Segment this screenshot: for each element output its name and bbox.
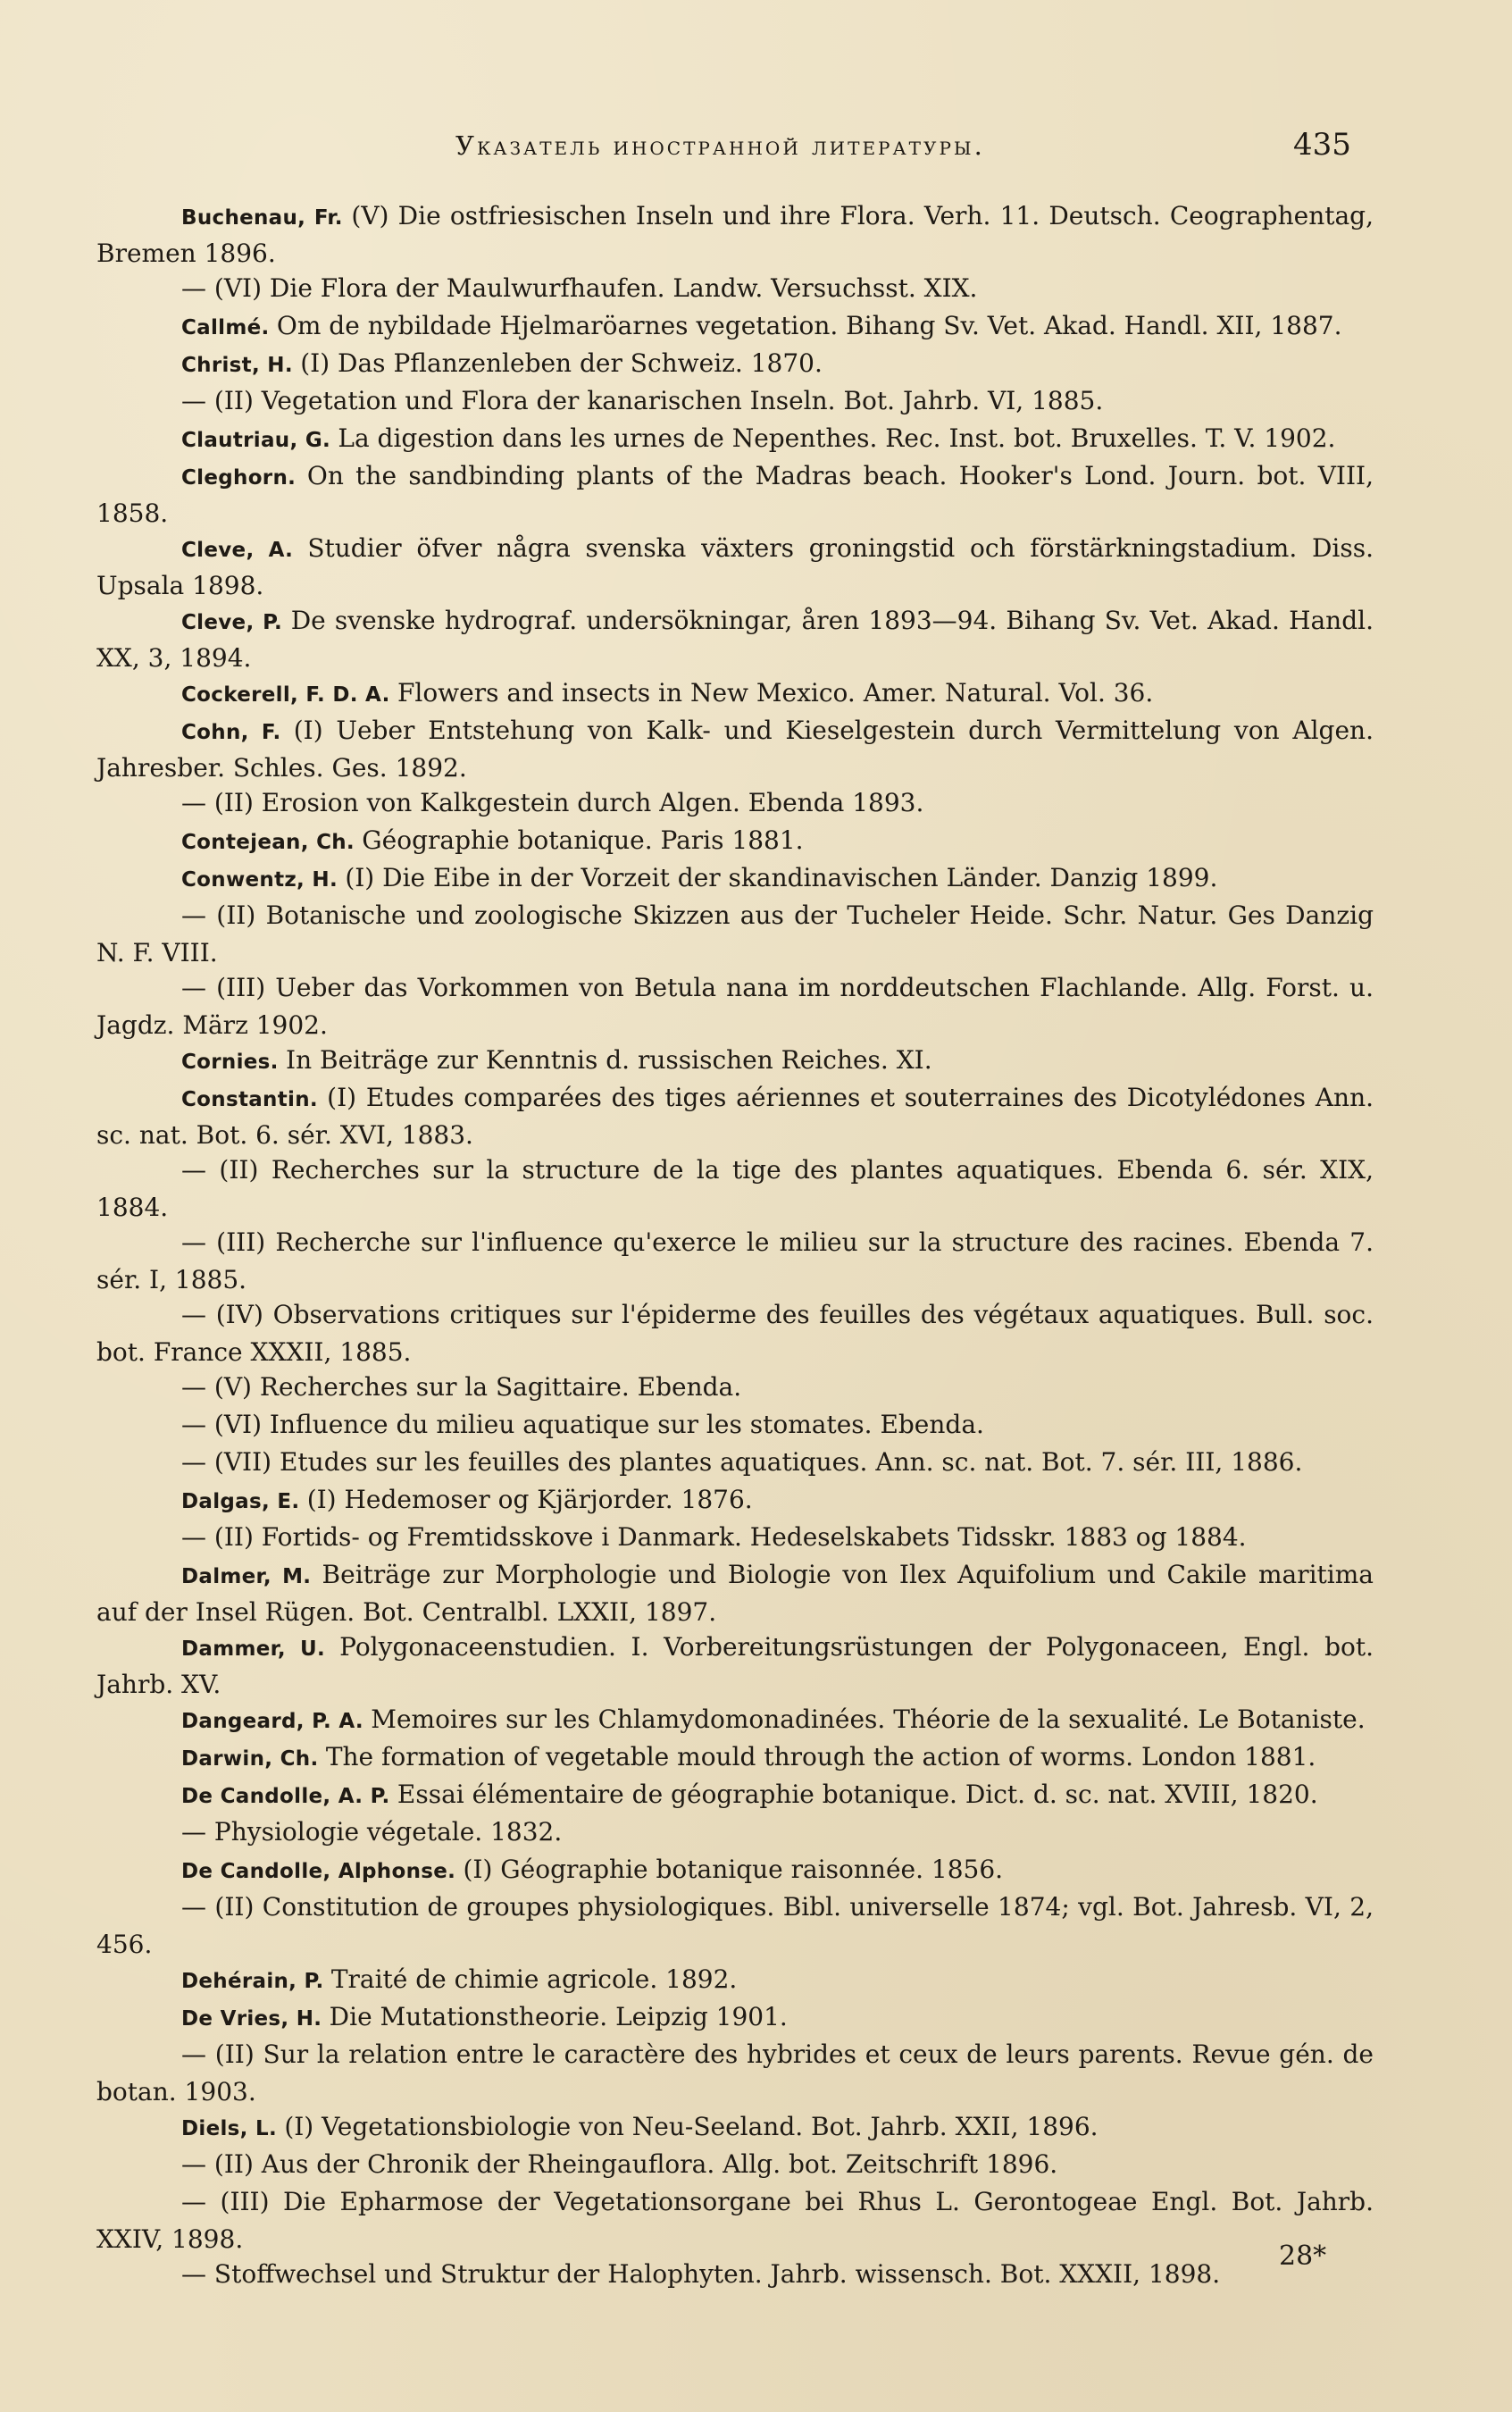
bibliography-entry	[96, 1520, 1374, 1557]
entry-citation: (I) Hedemoser og Kjärjorder. 1876.	[306, 1485, 753, 1514]
bibliography-entry	[96, 1482, 1374, 1520]
bibliography-entry	[96, 1445, 1374, 1482]
entry-citation: — (II) Vegetation und Flora der kanarischen Inseln. Bot. Jahrb. VI, 1885.	[181, 386, 1104, 415]
bibliography-entry	[96, 458, 1374, 531]
bibliography-entry	[96, 1852, 1374, 1889]
entry-citation: (I) Géographie botanique raisonnée. 1856.	[463, 1855, 1004, 1884]
entry-citation: — (II) Aus der Chronik der Rheingauflora. Allg. bot. Zeitschrift 1896.	[181, 2149, 1058, 2179]
entry-author: Cockerell, F. D. A.	[181, 683, 390, 707]
bibliography-entry	[96, 2184, 1374, 2257]
bibliography-entry	[96, 603, 1374, 675]
entry-citation: — (II) Fortids- og Fremtidsskove i Danmark. Hedeselskabets Tidsskr. 1883 og 1884.	[181, 1522, 1247, 1552]
entry-citation: — (II) Recherches sur la structure de la tige des plantes aquatiques. Ebenda 6. sér. XIX, 1884.	[96, 1155, 1374, 1222]
entry-citation: (I) Die Eibe in der Vorzeit der skandinavischen Länder. Danzig 1899.	[345, 863, 1218, 892]
entry-author: Cleve, A.	[181, 539, 294, 562]
bibliography-entry	[96, 970, 1374, 1043]
entry-citation: Memoires sur les Chlamydomonadinées. Théorie de la sexualité. Le Botaniste.	[371, 1704, 1366, 1734]
entry-author: Cornies.	[181, 1051, 279, 1074]
bibliography-entry	[96, 1152, 1374, 1225]
bibliography-entry	[96, 1739, 1374, 1777]
entry-citation: Studier öfver några svenska växters groningstid och förstärkningstadium. Diss. Upsala 1898.	[96, 533, 1374, 600]
entry-citation: — (III) Ueber das Vorkommen von Betula nana im norddeutschen Flachlande. Allg. Forst. u. Jagdz. März 1902.	[96, 973, 1374, 1040]
bibliography-entry	[96, 271, 1374, 308]
entry-citation: The formation of vegetable mould through the action of worms. London 1881.	[325, 1742, 1316, 1771]
entry-author: Contejean, Ch.	[181, 831, 355, 854]
entry-citation: Polygonaceenstudien. I. Vorbereitungsrüstungen der Polygonaceen, Engl. bot. Jahrb. XV.	[96, 1632, 1374, 1699]
bibliography-entry	[96, 1889, 1374, 1962]
entry-citation: Traité de chimie agricole. 1892.	[330, 1964, 738, 1994]
entry-citation: (I) Etudes comparées des tiges aériennes et souterraines des Dicotylédones Ann. sc. nat. Bot. 6. sér. XVI, 1883.	[96, 1083, 1374, 1150]
bibliography-entry	[96, 1557, 1374, 1629]
entry-author: Dangeard, P. A.	[181, 1710, 363, 1733]
bibliography-entry	[96, 2257, 1374, 2294]
bibliography-entry	[96, 1814, 1374, 1852]
entry-author: Cohn, F.	[181, 721, 281, 744]
entry-citation: — (VI) Influence du milieu aquatique sur les stomates. Ebenda.	[181, 1410, 984, 1439]
entry-citation: (I) Das Pflanzenleben der Schweiz. 1870.	[300, 348, 823, 378]
entry-citation: On the sandbinding plants of the Madras beach. Hooker's Lond. Journ. bot. VIII, 1858.	[96, 461, 1374, 528]
entry-citation: — (V) Recherches sur la Sagittaire. Ebenda.	[181, 1372, 742, 1402]
bibliography-entry	[96, 1080, 1374, 1152]
entry-citation: La digestion dans les urnes de Nepenthes. Rec. Inst. bot. Bruxelles. T. V. 1902.	[338, 423, 1336, 453]
bibliography-entry	[96, 2147, 1374, 2184]
entry-citation: Beiträge zur Morphologie und Biologie von Ilex Aquifolium und Cakile maritima auf der Insel Rügen. Bot. Centralbl. LXXII, 1897.	[96, 1560, 1374, 1627]
entry-citation: — Physiologie végetale. 1832.	[181, 1817, 563, 1847]
entry-author: Callmé.	[181, 316, 270, 339]
entry-citation: De svenske hydrograf. undersökningar, åren 1893—94. Bihang Sv. Vet. Akad. Handl. XX, 3, 1894.	[96, 606, 1374, 673]
bibliography-entry	[96, 1369, 1374, 1407]
bibliography-entry	[96, 308, 1374, 346]
entry-citation: — (VII) Etudes sur les feuilles des plantes aquatiques. Ann. sc. nat. Bot. 7. sér. III, 1886.	[181, 1447, 1303, 1477]
running-header	[0, 127, 1512, 172]
bibliography-entry	[96, 713, 1374, 785]
entry-citation: (V) Die ostfriesischen Inseln und ihre Flora. Verh. 11. Deutsch. Ceographentag, Bremen 1896.	[96, 201, 1374, 268]
entry-citation: (I) Ueber Entstehung von Kalk- und Kieselgestein durch Vermittelung von Algen. Jahresber. Schles. Ges. 1892.	[96, 716, 1374, 783]
printer-signature-mark: 28*	[1279, 2240, 1327, 2272]
entry-author: Diels, L.	[181, 2117, 277, 2140]
entry-author: Cleghorn.	[181, 466, 297, 490]
entry-author: Dammer, U.	[181, 1637, 326, 1661]
entry-citation: — (VI) Die Flora der Maulwurfhaufen. Landw. Versuchsst. XIX.	[181, 273, 978, 303]
entry-author: De Vries, H.	[181, 2007, 322, 2031]
entry-author: Buchenau, Fr.	[181, 206, 343, 230]
bibliography-entry	[96, 785, 1374, 823]
entry-author: Dehérain, P.	[181, 1970, 324, 1993]
bibliography-entry	[96, 421, 1374, 458]
bibliography-entry	[96, 2109, 1374, 2147]
bibliography-entry	[96, 860, 1374, 898]
entry-citation: Flowers and insects in New Mexico. Amer. Natural. Vol. 36.	[397, 678, 1154, 708]
entry-citation: — (IV) Observations critiques sur l'épiderme des feuilles des végétaux aquatiques. Bull. soc. bot. France XXXII, 1885.	[96, 1300, 1374, 1367]
bibliography-entry	[96, 531, 1374, 603]
bibliography-entry	[96, 823, 1374, 860]
entry-author: De Candolle, A. P.	[181, 1785, 390, 1808]
bibliography-entry	[96, 1702, 1374, 1739]
entry-citation: — (III) Die Epharmose der Vegetationsorgane bei Rhus L. Gerontogeae Engl. Bot. Jahrb. XXIV, 1898.	[96, 2187, 1374, 2254]
bibliography-entry	[96, 898, 1374, 970]
entry-author: Clautriau, G.	[181, 429, 331, 452]
entry-citation: — (II) Botanische und zoologische Skizzen aus der Tucheler Heide. Schr. Natur. Ges Danzig N. F. VIII.	[96, 900, 1374, 967]
bibliography-entry	[96, 1962, 1374, 1999]
bibliography-entry	[96, 1297, 1374, 1369]
entry-author: Dalmer, M.	[181, 1565, 312, 1588]
entry-citation: — (III) Recherche sur l'influence qu'exerce le milieu sur la structure des racines. Ebenda 7. sér. I, 1885.	[96, 1227, 1374, 1294]
running-title: Указатель иностранной литературы.	[455, 130, 985, 161]
bibliography-entry	[96, 383, 1374, 421]
bibliography-entry	[96, 198, 1374, 271]
entry-citation: — (II) Constitution de groupes physiologiques. Bibl. universelle 1874; vgl. Bot. Jahresb. VI, 2, 456.	[96, 1892, 1374, 1959]
entry-citation: Om de nybildade Hjelmaröarnes vegetation. Bihang Sv. Vet. Akad. Handl. XII, 1887.	[276, 311, 1342, 340]
entry-citation: Die Mutationstheorie. Leipzig 1901.	[329, 2002, 788, 2031]
entry-citation: (I) Vegetationsbiologie von Neu-Seeland. Bot. Jahrb. XXII, 1896.	[284, 2112, 1098, 2141]
entry-author: Constantin.	[181, 1088, 318, 1111]
bibliography-entry	[96, 1777, 1374, 1814]
bibliography-entry	[96, 1999, 1374, 2037]
entry-author: Conwentz, H.	[181, 868, 338, 892]
bibliography-entry	[96, 675, 1374, 713]
entry-citation: In Beiträge zur Kenntnis d. russischen Reiches. XI.	[286, 1045, 932, 1075]
entry-author: De Candolle, Alphonse.	[181, 1860, 456, 1883]
entry-citation: Essai élémentaire de géographie botanique. Dict. d. sc. nat. XVIII, 1820.	[397, 1780, 1318, 1809]
entry-citation: — Stoffwechsel und Struktur der Halophyten. Jahrb. wissensch. Bot. XXXII, 1898.	[181, 2259, 1221, 2289]
bibliography-entry	[96, 346, 1374, 383]
bibliography-entry	[96, 1629, 1374, 1702]
entry-author: Darwin, Ch.	[181, 1747, 319, 1771]
bibliography-entry	[96, 1225, 1374, 1297]
entry-author: Dalgas, E.	[181, 1490, 300, 1513]
bibliography-entry	[96, 1407, 1374, 1445]
bibliography-entry	[96, 2037, 1374, 2109]
entry-citation: — (II) Erosion von Kalkgestein durch Algen. Ebenda 1893.	[181, 788, 924, 817]
entry-citation: — (II) Sur la relation entre le caractère des hybrides et ceux de leurs parents. Revue gén. de botan. 1903.	[96, 2039, 1374, 2106]
bibliography-entry	[96, 1043, 1374, 1080]
entry-citation: Géographie botanique. Paris 1881.	[362, 825, 804, 855]
entry-author: Christ, H.	[181, 354, 293, 377]
entry-author: Cleve, P.	[181, 611, 283, 634]
page-number: 435	[1293, 127, 1351, 163]
bibliography-list	[96, 198, 1374, 2294]
